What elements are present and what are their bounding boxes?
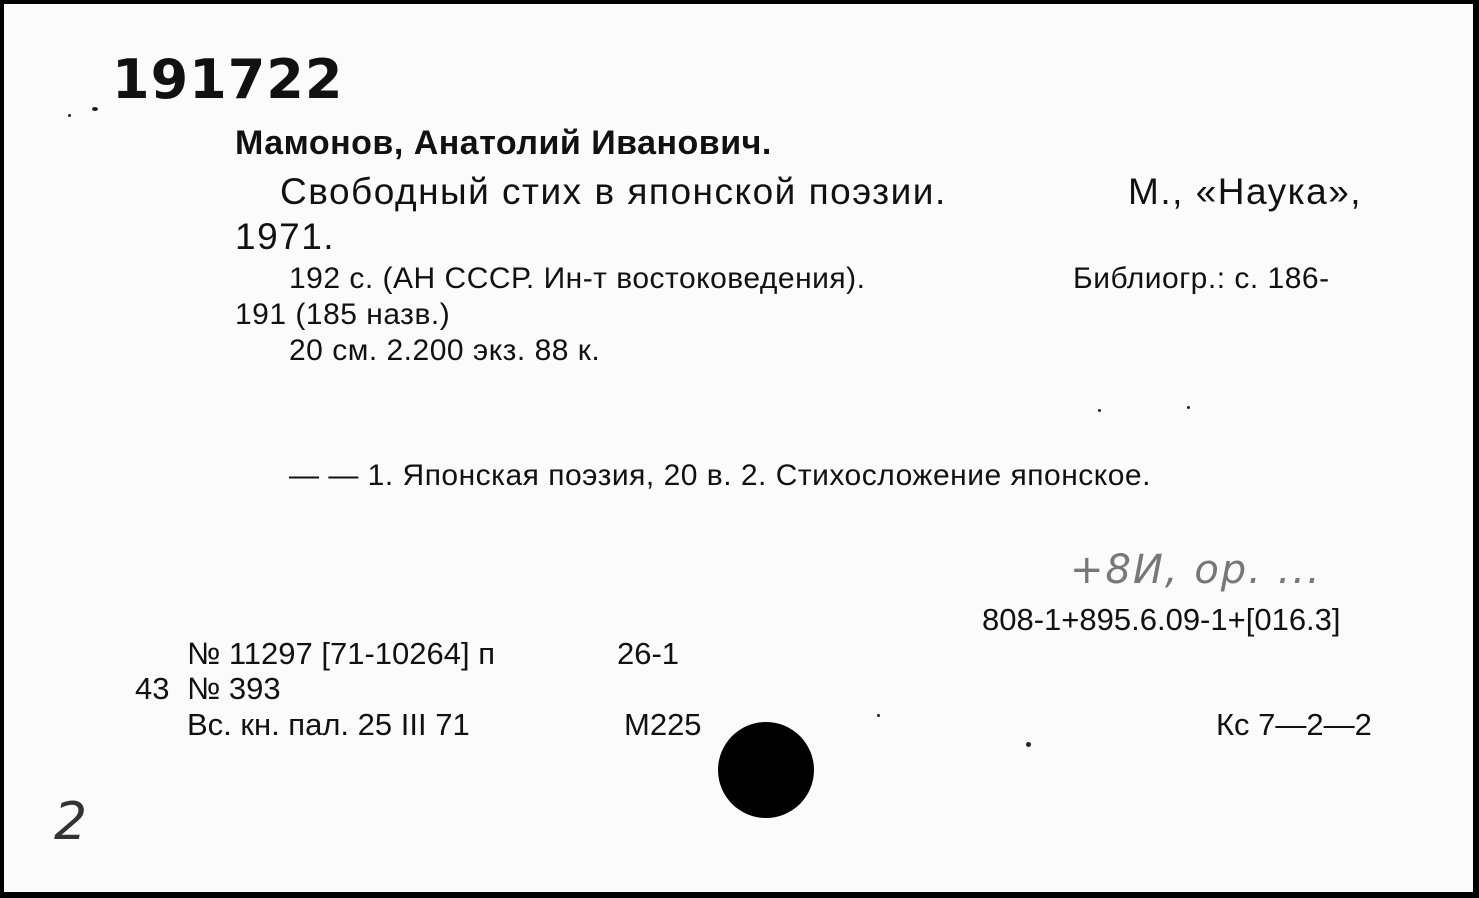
author-heading: Мамонов, Анатолий Иванович. [235, 124, 772, 162]
prefix-43: 43 [135, 671, 170, 706]
publication-year: 1971. [235, 216, 336, 257]
bibliography-note: Библиогр.: с. 186- [1073, 262, 1330, 295]
m-code: М225 [624, 707, 702, 742]
record-number: № 393 [187, 671, 281, 706]
bibliography-pages: 191 (185 назв.) [235, 298, 451, 331]
ink-speck [1098, 409, 1101, 412]
pencil-annotation: +8И, ор. ... [1070, 547, 1322, 593]
inventory-number: 191722 [112, 48, 344, 111]
format-price: 20 см. 2.200 экз. 88 к. [289, 334, 601, 367]
punch-hole [718, 722, 814, 818]
handwritten-digit: 2 [54, 792, 90, 852]
catalog-card [2, 2, 1475, 894]
ink-speck [68, 114, 71, 117]
pages-series: 192 с. (АН СССР. Ин-т востоковедения). [289, 262, 866, 295]
ink-speck [1026, 742, 1031, 747]
kc-code: Кс 7—2—2 [1216, 707, 1372, 742]
code-26: 26-1 [617, 636, 680, 671]
ink-speck [877, 714, 880, 717]
book-chamber-stamp: Вс. кн. пал. 25 III 71 [187, 707, 470, 742]
publisher: М., «Наука», [1128, 171, 1363, 212]
subject-headings: — — 1. Японская поэзия, 20 в. 2. Стихосложение японское. [289, 459, 1151, 492]
order-number: № 11297 [71-10264] п [187, 636, 496, 671]
ink-speck [1187, 406, 1190, 409]
book-title: Свободный стих в японской поэзии. [280, 171, 947, 212]
ink-speck [92, 107, 98, 111]
classification-index: 808-1+895.6.09-1+[016.3] [982, 602, 1341, 637]
